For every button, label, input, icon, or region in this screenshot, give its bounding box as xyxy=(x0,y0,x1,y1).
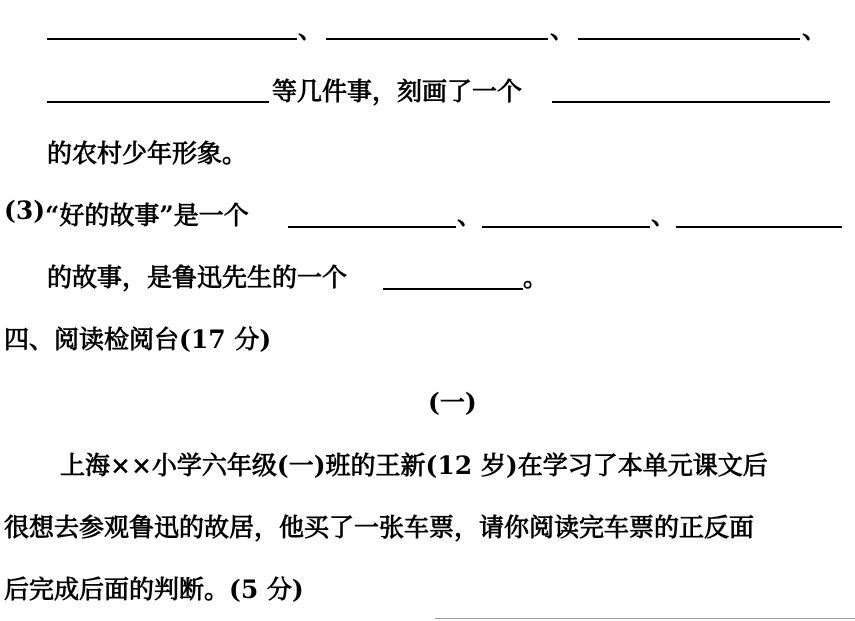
passage-line: 很想去参观鲁迅的故居，他买了一张车票，请你阅读完车票的正反面 xyxy=(4,513,755,542)
question-text: 的农村少年形象。 xyxy=(47,139,248,168)
answer-blank-2[interactable] xyxy=(326,38,548,40)
answer-blank-3[interactable] xyxy=(578,38,800,40)
passage-line: 上海××小学六年级(一)班的王新(12 岁)在学习了本单元课文后 xyxy=(60,451,768,480)
passage-line: 后完成后面的判断。(5 分) xyxy=(4,575,304,604)
answer-blank-6[interactable] xyxy=(288,226,456,228)
answer-blank-1[interactable] xyxy=(47,38,297,40)
separator: 、 xyxy=(298,15,324,44)
separator: 、 xyxy=(550,15,576,44)
answer-blank-5[interactable] xyxy=(552,101,830,103)
separator: 、 xyxy=(651,201,677,230)
answer-blank-7[interactable] xyxy=(482,226,650,228)
period: 。 xyxy=(523,263,549,292)
part-label: (一) xyxy=(428,388,477,417)
question-number: (3) xyxy=(4,196,46,225)
question-text: 等几件事，刻画了一个 xyxy=(272,77,523,106)
section-heading: 四、阅读检阅台(17 分) xyxy=(4,325,272,354)
divider-line xyxy=(435,618,855,619)
separator: 、 xyxy=(802,15,828,44)
question-text: “好的故事”是一个 xyxy=(45,201,249,230)
answer-blank-8[interactable] xyxy=(676,226,842,228)
separator: 、 xyxy=(457,201,483,230)
answer-blank-9[interactable] xyxy=(383,288,523,290)
answer-blank-4[interactable] xyxy=(47,101,269,103)
question-text: 的故事，是鲁迅先生的一个 xyxy=(47,263,348,292)
